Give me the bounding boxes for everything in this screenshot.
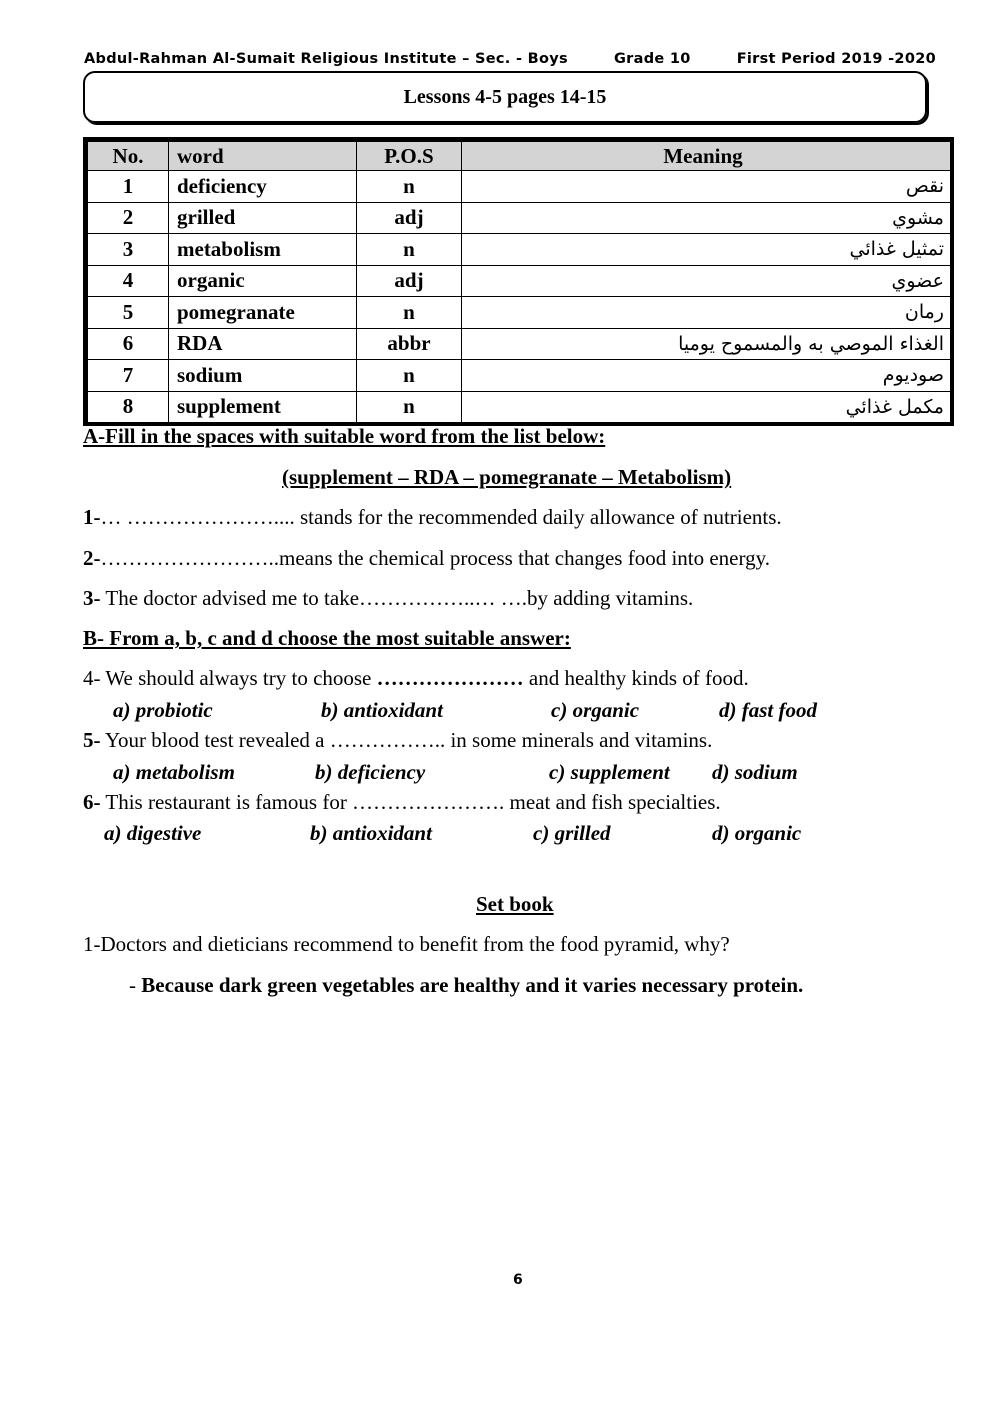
option-b: b) antioxidant <box>321 698 443 722</box>
table-row <box>88 171 951 203</box>
cell-meaning: نقص <box>462 171 951 203</box>
question-number: 5- <box>83 728 101 752</box>
cell-word: organic <box>169 265 357 297</box>
table-row <box>88 360 951 392</box>
lesson-title-box <box>83 71 927 123</box>
question-1 <box>83 505 782 530</box>
section-a-word-list: (supplement – RDA – pomegranate – Metabolism) <box>282 465 732 489</box>
cell-meaning: مشوي <box>462 202 951 234</box>
section-a-title: A-Fill in the spaces with suitable word from the list below: <box>83 424 606 448</box>
question-number: 4- <box>83 666 101 690</box>
cell-meaning: مكمل غذائي <box>462 391 951 423</box>
header-no: No. <box>88 142 169 171</box>
option-a: a) metabolism <box>113 760 235 784</box>
grade-label: Grade 10 <box>613 51 691 67</box>
option-b: b) deficiency <box>315 760 426 784</box>
cell-pos: n <box>357 171 462 203</box>
cell-meaning: صوديوم <box>462 360 951 392</box>
cell-pos: adj <box>357 265 462 297</box>
table-row <box>88 391 951 423</box>
question-2 <box>83 546 770 571</box>
option-d: d) fast food <box>719 698 817 722</box>
question-text: We should always try to choose <box>100 666 377 690</box>
option-a: a) probiotic <box>113 698 213 722</box>
option-c: c) organic <box>551 698 640 722</box>
table-row <box>88 202 951 234</box>
page-header <box>84 51 936 67</box>
question-text: The doctor advised me to take……………..… ….by adding vitamins. <box>100 586 694 610</box>
answer-text: Because dark green vegetables are healthy and it varies necessary protein. <box>141 973 804 997</box>
question-number: 3- <box>83 586 101 610</box>
question-text: ……………………..means the chemical process that changes food into energy. <box>100 546 770 570</box>
question-6 <box>83 790 721 815</box>
question-number: 2- <box>83 546 101 570</box>
question-5 <box>83 728 712 753</box>
option-c: c) supplement <box>549 760 670 784</box>
option-c: c) grilled <box>533 821 611 845</box>
period-label: First Period 2019 -2020 <box>736 51 936 67</box>
question-number: 6- <box>83 790 101 814</box>
cell-no: 1 <box>88 171 169 203</box>
answer-prefix: - <box>129 973 142 997</box>
table-row <box>88 297 951 329</box>
cell-pos: n <box>357 234 462 266</box>
header-meaning: Meaning <box>462 142 951 171</box>
option-b: b) antioxidant <box>310 821 432 845</box>
set-book-answer <box>129 973 803 998</box>
cell-meaning: تمثيل غذائي <box>462 234 951 266</box>
cell-meaning: الغذاء الموصي به والمسموح يوميا <box>462 328 951 360</box>
question-text: This restaurant is famous for …………………. meat and fish specialties. <box>100 790 721 814</box>
cell-pos: n <box>357 297 462 329</box>
cell-no: 8 <box>88 391 169 423</box>
lesson-title: Lessons 4-5 pages 14-15 <box>403 86 607 108</box>
option-d: d) organic <box>712 821 802 845</box>
cell-word: sodium <box>169 360 357 392</box>
cell-word: supplement <box>169 391 357 423</box>
cell-no: 5 <box>88 297 169 329</box>
header-pos: P.O.S <box>357 142 462 171</box>
question-text: Your blood test revealed a …………….. in some minerals and vitamins. <box>100 728 713 752</box>
header-word: word <box>169 142 357 171</box>
vocabulary-table-frame <box>83 137 954 426</box>
question-number: 1- <box>83 505 101 529</box>
vocabulary-table <box>87 141 951 423</box>
question-text: … ………………….... stands for the recommended daily allowance of nutrients. <box>100 505 782 529</box>
cell-no: 3 <box>88 234 169 266</box>
cell-no: 2 <box>88 202 169 234</box>
table-row <box>88 234 951 266</box>
section-b-title: B- From a, b, c and d choose the most suitable answer: <box>83 626 571 650</box>
set-book-title: Set book <box>476 892 554 916</box>
question-blank: ………………… <box>376 666 524 690</box>
cell-pos: n <box>357 391 462 423</box>
cell-meaning: رمان <box>462 297 951 329</box>
cell-no: 6 <box>88 328 169 360</box>
question-text-end: and healthy kinds of food. <box>523 666 749 690</box>
cell-word: grilled <box>169 202 357 234</box>
cell-word: deficiency <box>169 171 357 203</box>
cell-no: 4 <box>88 265 169 297</box>
cell-pos: adj <box>357 202 462 234</box>
institute-name: Abdul-Rahman Al-Sumait Religious Institute – Sec. - Boys <box>84 51 568 67</box>
option-d: d) sodium <box>712 760 798 784</box>
cell-pos: abbr <box>357 328 462 360</box>
question-3 <box>83 586 693 611</box>
cell-word: pomegranate <box>169 297 357 329</box>
option-a: a) digestive <box>104 821 202 845</box>
cell-pos: n <box>357 360 462 392</box>
page-number: 6 <box>513 1272 523 1288</box>
cell-word: metabolism <box>169 234 357 266</box>
cell-word: RDA <box>169 328 357 360</box>
question-4 <box>83 666 749 691</box>
table-row <box>88 265 951 297</box>
table-row <box>88 328 951 360</box>
cell-no: 7 <box>88 360 169 392</box>
table-header-row <box>88 142 951 171</box>
set-book-question: 1-Doctors and dieticians recommend to benefit from the food pyramid, why? <box>83 932 730 956</box>
cell-meaning: عضوي <box>462 265 951 297</box>
